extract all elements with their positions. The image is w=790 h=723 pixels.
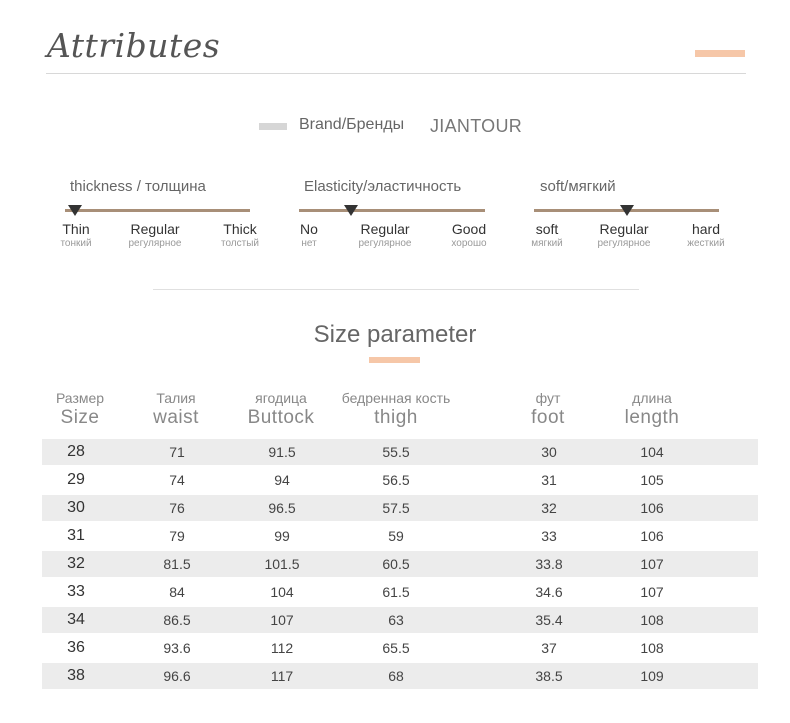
- column-header-size: [42, 389, 118, 429]
- column-header-en: Buttock: [247, 407, 315, 428]
- page-title: Attributes: [47, 26, 221, 65]
- thickness-option: [119, 221, 191, 250]
- table-cell: 94: [274, 472, 290, 488]
- table-cell: 63: [388, 612, 404, 628]
- table-cell: 96.5: [268, 500, 296, 516]
- elasticity-option: [288, 221, 330, 250]
- column-header-en: Size: [60, 407, 100, 428]
- column-header-ru: фут: [535, 390, 561, 406]
- table-row: [42, 663, 758, 689]
- elasticity-title: Elasticity/эластичность: [304, 178, 462, 195]
- table-cell: 91.5: [268, 444, 296, 460]
- table-cell: 108: [640, 612, 664, 628]
- table-row: [42, 551, 758, 577]
- table-cell: 86.5: [163, 612, 191, 628]
- elasticity-option: [349, 221, 421, 250]
- softness-title: soft/мягкий: [540, 178, 616, 195]
- table-cell: 105: [640, 472, 664, 488]
- option-label: Regular: [599, 221, 649, 237]
- table-row: [42, 523, 758, 549]
- header-accent-bar: [695, 50, 745, 57]
- table-cell: 65.5: [382, 640, 410, 656]
- table-cell: 109: [640, 668, 664, 684]
- elasticity-option: [441, 221, 497, 250]
- table-cell: 106: [640, 500, 664, 516]
- table-cell: 104: [640, 444, 664, 460]
- column-header-en: thigh: [374, 407, 418, 428]
- size-accent-bar: [369, 357, 420, 363]
- column-header-thigh: [330, 389, 462, 429]
- option-label-ru: регулярное: [597, 238, 651, 249]
- elasticity-marker-icon: [344, 205, 358, 216]
- brand-label: Brand/Бренды: [299, 116, 405, 133]
- table-row: [42, 439, 758, 465]
- option-label: Regular: [360, 221, 410, 237]
- table-cell: 56.5: [382, 472, 410, 488]
- header-divider: [46, 73, 746, 74]
- brand-marker: [259, 123, 287, 130]
- table-cell: 31: [67, 527, 85, 544]
- table-row: [42, 495, 758, 521]
- option-label-ru: регулярное: [128, 238, 182, 249]
- table-cell: 32: [541, 500, 557, 516]
- softness-marker-icon: [620, 205, 634, 216]
- table-cell: 30: [541, 444, 557, 460]
- option-label: soft: [535, 221, 559, 237]
- brand-value: JIANTOUR: [430, 116, 523, 136]
- table-cell: 101.5: [264, 556, 300, 572]
- thickness-title: thickness / толщина: [70, 178, 206, 195]
- column-header-ru: длина: [632, 390, 672, 406]
- column-header-buttock: [236, 389, 326, 429]
- column-header-en: foot: [531, 407, 565, 428]
- table-cell: 108: [640, 640, 664, 656]
- column-header-ru: ягодица: [255, 390, 307, 406]
- size-section-title: Size parameter: [313, 321, 477, 348]
- table-cell: 68: [388, 668, 404, 684]
- table-cell: 107: [270, 612, 294, 628]
- table-cell: 38: [67, 667, 85, 684]
- table-cell: 33: [541, 528, 557, 544]
- table-cell: 93.6: [163, 640, 191, 656]
- table-row: [42, 607, 758, 633]
- table-cell: 60.5: [382, 556, 410, 572]
- table-cell: 99: [274, 528, 290, 544]
- option-label-ru: хорошо: [451, 238, 487, 249]
- option-label: No: [300, 221, 318, 237]
- column-header-ru: бедренная кость: [341, 390, 451, 406]
- table-row: [42, 635, 758, 661]
- table-cell: 106: [640, 528, 664, 544]
- table-cell: 31: [541, 472, 557, 488]
- column-header-ru: Размер: [55, 390, 105, 406]
- thickness-option: [214, 221, 266, 250]
- table-cell: 71: [169, 444, 185, 460]
- option-label: hard: [691, 221, 721, 237]
- table-cell: 37: [541, 640, 557, 656]
- section-divider: [153, 289, 639, 290]
- option-label-ru: толстый: [221, 238, 259, 249]
- table-cell: 38.5: [535, 668, 563, 684]
- table-cell: 96.6: [163, 668, 191, 684]
- option-label: Good: [451, 221, 487, 237]
- option-label-ru: жесткий: [687, 238, 725, 249]
- table-cell: 29: [67, 471, 85, 488]
- table-cell: 81.5: [163, 556, 191, 572]
- table-cell: 33.8: [535, 556, 563, 572]
- thickness-marker-icon: [68, 205, 82, 216]
- softness-option: [588, 221, 660, 250]
- option-label: Thin: [62, 221, 90, 237]
- table-cell: 74: [169, 472, 185, 488]
- table-cell: 107: [640, 556, 664, 572]
- option-label-ru: регулярное: [358, 238, 412, 249]
- thickness-option: [50, 221, 102, 250]
- softness-option: [522, 221, 572, 250]
- column-header-waist: [136, 389, 216, 429]
- thickness-scale: [65, 209, 250, 212]
- option-label-ru: тонкий: [60, 238, 92, 249]
- column-header-en: waist: [153, 407, 199, 428]
- table-cell: 107: [640, 584, 664, 600]
- column-header-foot: [508, 389, 588, 429]
- table-cell: 30: [67, 499, 85, 516]
- column-header-ru: Талия: [156, 390, 196, 406]
- option-label-ru: мягкий: [531, 238, 563, 249]
- table-cell: 59: [388, 528, 404, 544]
- table-cell: 55.5: [382, 444, 410, 460]
- table-cell: 79: [169, 528, 185, 544]
- table-cell: 33: [67, 583, 85, 600]
- table-cell: 117: [270, 668, 294, 684]
- option-label: Thick: [223, 221, 257, 237]
- table-cell: 28: [67, 443, 85, 460]
- table-cell: 112: [270, 640, 294, 656]
- table-cell: 32: [67, 555, 85, 572]
- table-row: [42, 467, 758, 493]
- column-header-length: [610, 389, 694, 429]
- column-header-en: length: [624, 407, 680, 428]
- option-label-ru: нет: [301, 238, 317, 249]
- table-row: [42, 579, 758, 605]
- table-cell: 104: [270, 584, 294, 600]
- table-cell: 34: [67, 611, 85, 628]
- option-label: Regular: [130, 221, 180, 237]
- table-cell: 57.5: [382, 500, 410, 516]
- table-cell: 35.4: [535, 612, 563, 628]
- elasticity-scale: [299, 209, 485, 212]
- table-cell: 36: [67, 639, 85, 656]
- table-cell: 61.5: [382, 584, 410, 600]
- softness-option: [678, 221, 734, 250]
- table-cell: 84: [169, 584, 185, 600]
- table-cell: 76: [169, 500, 185, 516]
- table-cell: 34.6: [535, 584, 563, 600]
